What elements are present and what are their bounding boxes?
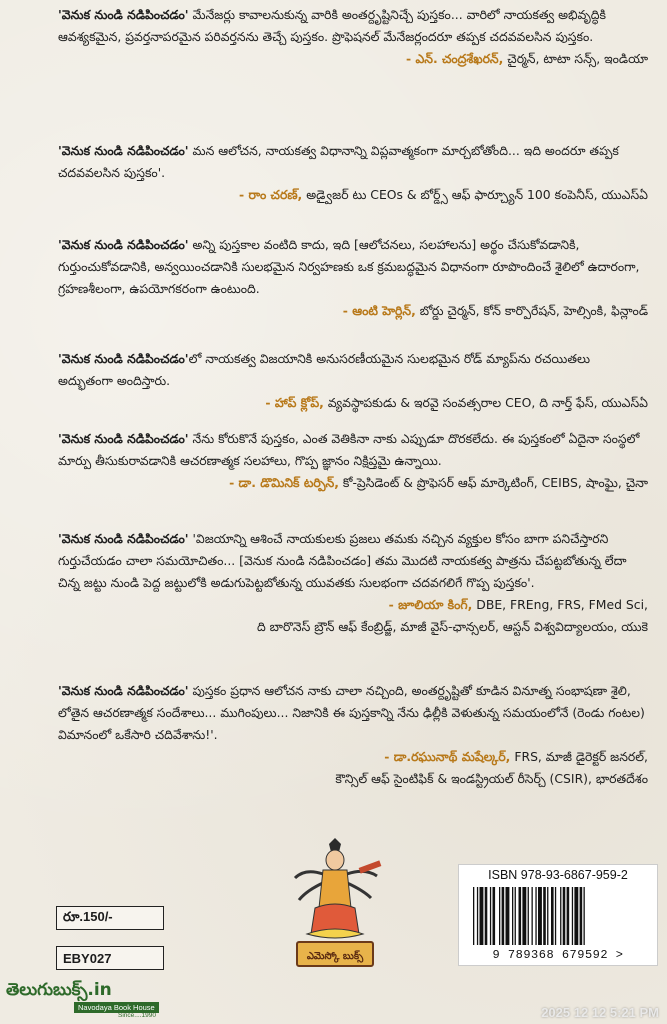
- review-author: - డా.రఘునాథ్ మషేల్కర్,: [384, 749, 511, 764]
- book-title: 'వెనుక నుండి నడిపించడం': [58, 237, 189, 252]
- logo-text: తెలుగుబుక్స్.in: [6, 980, 112, 1000]
- review-author: - హాప్ క్లోప్,: [265, 395, 324, 410]
- review-author: - ఎన్. చంద్రశేఖరన్,: [405, 51, 504, 66]
- review-author: - రాం చరణ్,: [239, 187, 303, 202]
- publisher-mark-text: ఎమెస్కో బుక్స్: [306, 951, 364, 962]
- book-title: 'వెనుక నుండి నడిపించడం': [58, 351, 189, 366]
- review-attribution: [58, 594, 648, 616]
- review-author: - డా. డొమినిక్ టర్పిన్,: [229, 475, 339, 490]
- price-box: రూ.150/-: [56, 906, 164, 930]
- review-body: 'విజయాన్ని ఆశించే నాయకులకు ప్రజలు తమకు నచ్చిన వ్యక్తుల కోసం బాగా పనిచేస్తారని గుర్తుచేయడం చాలా సమయోచితం... [వెనుక నుండి నడిపించడం] తమ మొదటి నాయకత్వ పాత్రను చేపట్టబోతున్న లేదా చిన్న జట్టు నుండి పెద్ద జట్టులోకి అడుగుపెట్టబోతున్న యువతకు సులభంగా చదవగలిగే గొప్ప పుస్తకం'.: [58, 531, 627, 590]
- review-role: చైర్మన్, టాటా సన్స్, ఇండియా: [503, 51, 648, 66]
- review-body: అన్ని పుస్తకాల వంటిది కాదు, ఇది [ఆలోచనలు, సలహాలను] అర్థం చేసుకోవడానికి, గుర్తుంచుకోవడానికి, అన్వయించడానికి సులభమైన నిర్వహణకు ఒక క్రమబద్ధమైన విధానంగా రూపొందించే శైలిలో ఉదారంగా, గ్రహణశీలంగా, ఉపయోగకరంగా ఉంటుంది.: [58, 237, 640, 296]
- book-title: 'వెనుక నుండి నడిపించడం': [58, 683, 189, 698]
- review-role: కో-ప్రెసిడెంట్ & ప్రొఫెసర్ ఆఫ్ మార్కెటింగ్, CEIBS, షాంఘై, చైనా: [338, 475, 648, 490]
- review-author: - జూలియా కింగ్,: [388, 597, 473, 612]
- isbn-digits: 9 789368 679592 >: [492, 948, 624, 962]
- barcode-bars-icon: [469, 887, 649, 945]
- review-role: వ్యవస్థాపకుడు & ఇరవై సంవత్సరాల CEO, ది నార్త్ ఫేస్, యుఎస్ఏ: [323, 395, 648, 410]
- review-text: [58, 234, 648, 300]
- review-attribution: [58, 300, 648, 322]
- review-attribution: [58, 392, 648, 414]
- review-body: మన ఆలోచన, నాయకత్వ విధానాన్ని విప్లవాత్మకంగా మార్చబోతోంది... ఇది అందరూ తప్పక చదవవలసిన పుస్తకం'.: [58, 143, 619, 180]
- logo-since: Since....1990: [118, 1012, 156, 1019]
- review-role: అడ్వైజర్ టు CEOs & బోర్డ్స్ ఆఫ్ ఫార్చ్యూన్ 100 కంపెనీస్, యుఎస్ఏ: [302, 187, 648, 202]
- review-role: FRS, మాజీ డైరెక్టర్ జనరల్,: [510, 749, 648, 764]
- review-role: DBE, FREng, FRS, FMed Sci,: [472, 597, 648, 612]
- review-hap-klopp: [58, 348, 648, 414]
- review-attribution: [58, 184, 648, 206]
- review-body: పుస్తకం ప్రధాన ఆలోచన నాకు చాలా నచ్చింది, అంతర్దృష్టితో కూడిన వినూత్న సంభాషణా శైలి, లోతైన ఆచరణాత్మక సందేశాలు... ముగింపులు... నిజానికి ఈ పుస్తకాన్ని నేను ఢిల్లీకి వెళుతున్న సమయంలోనే (రెండు గంటల) విమానంలో ఒకేసారి చదివేశాను!'.: [58, 683, 645, 742]
- review-antti-herlin: [58, 234, 648, 322]
- review-body: మేనేజర్లు కావాలనుకున్న వారికి అంతర్దృష్టినిచ్చే పుస్తకం... వారిలో నాయకత్వ అభివృద్ధికి ఆవశ్యకమైన, ప్రవర్తనాపరమైన పరివర్తనను తెచ్చే పుస్తకం. ప్రొఫెషనల్ మేనేజర్లందరూ తప్పక చదవవలసిన పుస్తకం.: [58, 7, 606, 44]
- review-text: [58, 428, 648, 472]
- review-attribution: [58, 472, 648, 494]
- book-title: 'వెనుక నుండి నడిపించడం': [58, 531, 189, 546]
- review-text: [58, 140, 648, 184]
- review-mashelkar: [58, 680, 648, 790]
- review-role-line2: కౌన్సిల్ ఆఫ్ సైంటిఫిక్ & ఇండస్ట్రియల్ రీసెర్చ్ (CSIR), భారతదేశం: [335, 771, 648, 786]
- telugubooks-logo: [6, 980, 176, 1020]
- review-dominique-turpin: [58, 428, 648, 494]
- review-attribution: [58, 48, 648, 70]
- review-julia-king: [58, 528, 648, 638]
- isbn-barcode: [458, 864, 658, 966]
- isbn-label: ISBN 978-93-6867-959-2: [488, 868, 628, 882]
- review-role: బోర్డు చైర్మన్, కోన్ కార్పొరేషన్, హెల్సింకి, ఫిన్లాండ్: [415, 303, 648, 318]
- logo-subtitle: Navodaya Book House: [74, 1002, 159, 1013]
- review-ram-charan: [58, 140, 648, 206]
- photo-timestamp: 2025 12 12 5:21 PM: [541, 1005, 659, 1020]
- review-role-line2: ది బారొనెస్ బ్రౌన్ ఆఫ్ కేంబ్రిడ్జ్, మాజీ వైస్-ఛాన్సలర్, ఆస్టన్ విశ్వవిద్యాలయం, యుకె: [256, 619, 648, 634]
- review-chandrasekaran: [58, 4, 648, 70]
- review-text: [58, 348, 648, 392]
- review-text: [58, 4, 648, 48]
- review-text: [58, 680, 648, 746]
- review-attribution: [58, 746, 648, 768]
- product-code-box: EBY027: [56, 946, 164, 970]
- publisher-mascot-icon: [285, 838, 385, 980]
- review-text: [58, 528, 648, 594]
- book-title: 'వెనుక నుండి నడిపించడం': [58, 143, 189, 158]
- review-body: లో నాయకత్వ విజయానికి అనుసరణీయమైన సులభమైన రోడ్ మ్యాప్‌ను రచయితలు అద్భుతంగా అందిస్తారు.: [58, 351, 591, 388]
- book-title: 'వెనుక నుండి నడిపించడం': [58, 431, 189, 446]
- review-author: - ఆంటి హెర్లిన్,: [342, 303, 416, 318]
- review-body: నేను కోరుకొనే పుస్తకం, ఎంత వెతికినా నాకు ఎప్పుడూ దొరకలేదు. ఈ పుస్తకంలో ఏదైనా సంస్థలో మార్పు తీసుకురావడానికి ఆచరణాత్మక సలహాలు, గొప్ప జ్ఞానం నిక్షిప్తమై ఉన్నాయి.: [58, 431, 640, 468]
- book-title: 'వెనుక నుండి నడిపించడం': [58, 7, 189, 22]
